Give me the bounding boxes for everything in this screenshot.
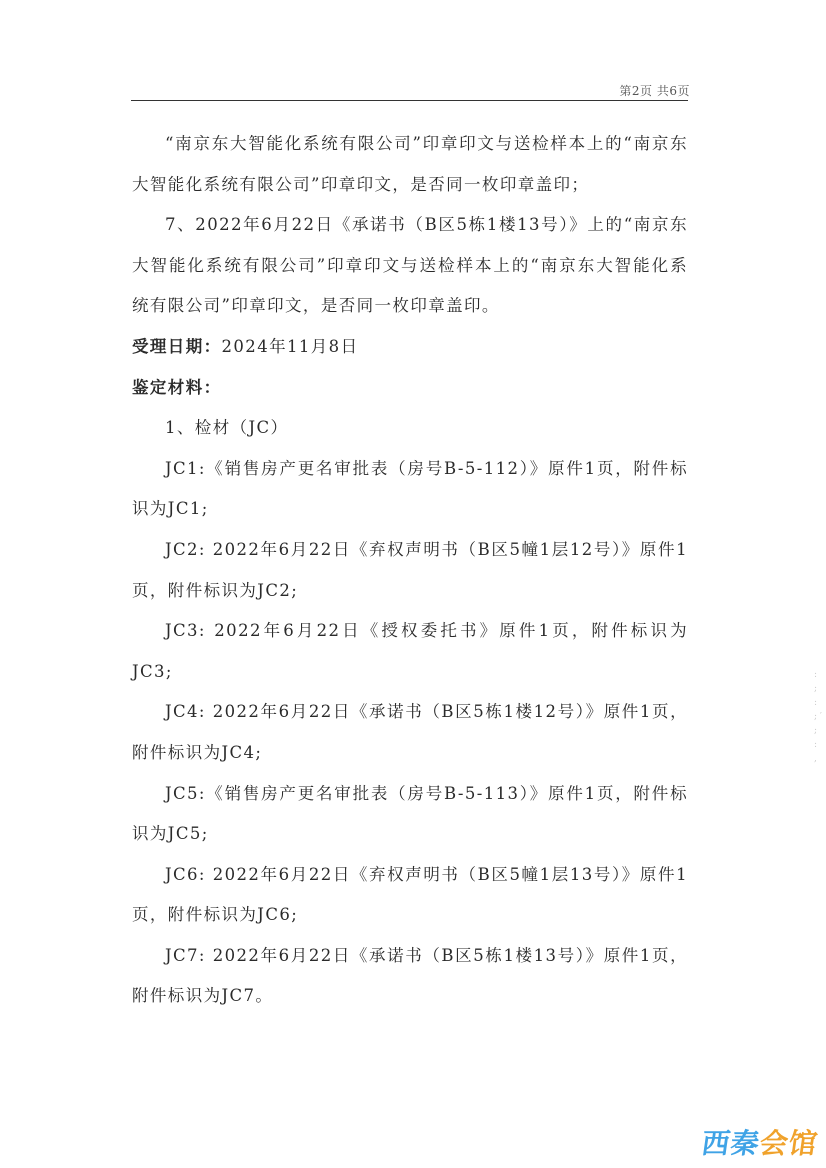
materials-heading: 鉴定材料： bbox=[132, 377, 222, 397]
jc-item-3: JC3: 2022年6月22日《授权委托书》原件1页，附件标识为JC3; bbox=[132, 621, 688, 681]
header-divider bbox=[131, 100, 688, 101]
paragraph-stamp-comparison-6: “南京东大智能化系统有限公司”印章印文与送检样本上的“南京东大智能化系统有限公司”印章印文，是否同一枚印章盖印； bbox=[132, 134, 688, 194]
paragraph-stamp-comparison-7: 7、2022年6月22日《承诺书（B区5栋1楼13号）》上的“南京东大智能化系统有限公司”印章印文与送检样本上的“南京东大智能化系统有限公司”印章印文，是否同一枚印章盖印。 bbox=[132, 215, 688, 316]
jc-item-7: JC7: 2022年6月22日《承诺书（B区5栋1楼13号）》原件1页，附件标识为JC7。 bbox=[132, 945, 688, 1006]
watermark-text-part1: 西秦 bbox=[699, 1127, 763, 1160]
acceptance-date-label: 受理日期： bbox=[132, 336, 222, 356]
jc-item-1: JC1:《销售房产更名审批表（房号B-5-112）》原件1页，附件标识为JC1; bbox=[132, 458, 688, 519]
watermark-text-part2: 会馆 bbox=[757, 1127, 821, 1160]
watermark-logo bbox=[699, 1122, 821, 1162]
acceptance-date-line bbox=[132, 327, 688, 368]
jc-item-4: JC4: 2022年6月22日《承诺书（B区5栋1楼12号）》原件1页，附件标识为JC4; bbox=[132, 702, 688, 762]
page-header: 第2页 共6页 bbox=[619, 84, 690, 98]
materials-item-jc: 1、检材（JC） bbox=[165, 418, 289, 438]
margin-bleed-marks: : ; : ; ′ ; : , bbox=[814, 670, 822, 764]
jc-item-2: JC2: 2022年6月22日《弃权声明书（B区5幢1层12号）》原件1页，附件标识为JC2; bbox=[132, 539, 688, 600]
jc-item-5: JC5:《销售房产更名审批表（房号B-5-113）》原件1页，附件标识为JC5; bbox=[132, 783, 688, 844]
acceptance-date-value: 2024年11月8日 bbox=[221, 336, 359, 356]
document-body bbox=[132, 124, 688, 1017]
jc-item-6: JC6: 2022年6月22日《弃权声明书（B区5幢1层13号）》原件1页，附件标识为JC6; bbox=[132, 864, 688, 925]
